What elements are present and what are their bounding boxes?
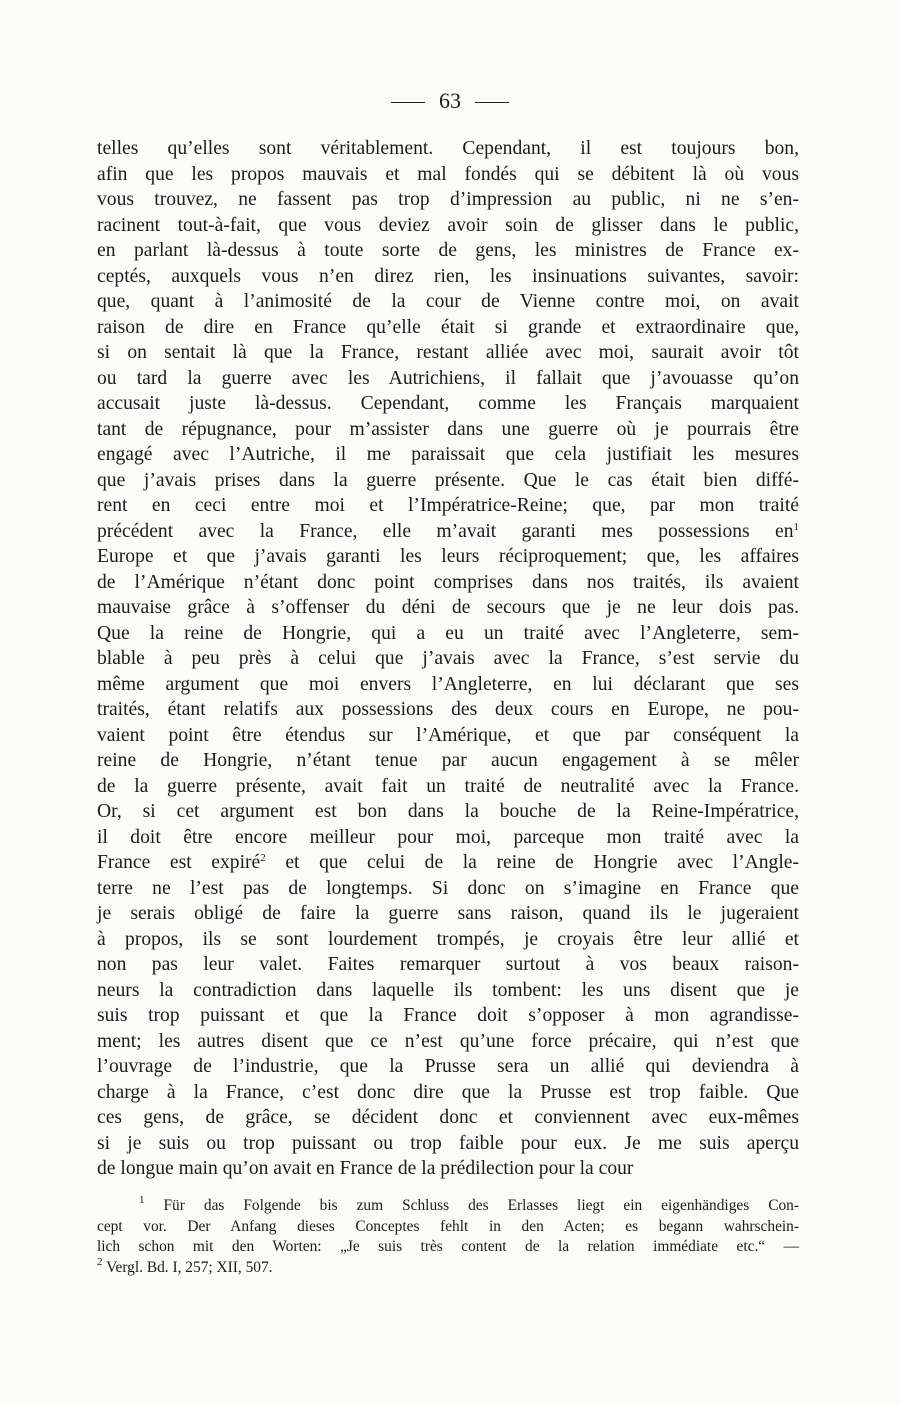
text-line: il doit être encore meilleur pour moi, parceque mon traité avec la bbox=[97, 826, 799, 848]
text-line: Or, si cet argument est bon dans la bouche de la Reine-Impératrice, bbox=[97, 801, 799, 822]
text-line: engagé avec l’Autriche, il me paraissait que cela justifiait les mesures bbox=[97, 444, 799, 465]
text-line-with-note bbox=[97, 519, 799, 545]
footnote-line bbox=[97, 1255, 799, 1279]
footnote-line: cept vor. Der Anfang dieses Conceptes fehlt in den Acten; es begann wahrschein- bbox=[97, 1217, 799, 1235]
text-line: si je suis ou trop puissant ou trop faible pour eux. Je me suis aperçu bbox=[97, 1132, 799, 1154]
text-line: blable à peu près à celui que j’avais avec la France, s’est servie du bbox=[97, 648, 799, 669]
text-line: de la guerre présente, avait fait un traité de neutralité avec la France. bbox=[97, 775, 799, 797]
footnote-text: Für das Folgende bis zum Schluss des Erlasses liegt ein eigenhändiges Con- bbox=[163, 1197, 799, 1214]
text-line: afin que les propos mauvais et mal fondés qui se débitent là où vous bbox=[97, 163, 799, 185]
page-number: 63 bbox=[439, 88, 461, 113]
footnote-line: lich schon mit den Worten: „Je suis très content de la relation immédiate etc.“ — bbox=[97, 1238, 799, 1255]
text-line: que, quant à l’animosité de la cour de Vienne contre moi, on avait bbox=[97, 291, 799, 312]
text-line: suis trop puissant et que la France doit s’opposer à mon agrandisse- bbox=[97, 1005, 799, 1026]
text-line: raison de dire en France qu’elle était si grande et extraordinaire que, bbox=[97, 316, 799, 338]
text-line: je serais obligé de faire la guerre sans raison, quand ils le jugeraient bbox=[97, 903, 799, 924]
text-line: ces gens, de grâce, se décident donc et conviennent avec eux-mêmes bbox=[97, 1107, 799, 1128]
text-line: charge à la France, c’est donc dire que la Prusse est trop faible. Que bbox=[97, 1081, 799, 1103]
text-line: non pas leur valet. Faites remarquer surtout à vos beaux raison- bbox=[97, 954, 799, 975]
text-line: Europe et que j’avais garanti les leurs réciproquement; que, les affaires bbox=[97, 546, 799, 567]
text-line: en parlant là-dessus à toute sorte de gens, les ministres de France ex- bbox=[97, 240, 799, 261]
text-line: mauvaise grâce à s’offenser du déni de secours que je ne leur dois pas. bbox=[97, 597, 799, 618]
text-line: l’ouvrage de l’industrie, que la Prusse sera un allié qui deviendra à bbox=[97, 1056, 799, 1077]
text-line: ou tard la guerre avec les Autrichiens, il fallait que j’avouasse qu’on bbox=[97, 367, 799, 389]
text-line: que j’avais prises dans la guerre présente. Que le cas était bien diffé- bbox=[97, 469, 799, 491]
footnote-text: Vergl. Bd. I, 257; XII, 507. bbox=[106, 1258, 273, 1276]
text-line: traités, étant relatifs aux possessions des deux cours en Europe, ne pou- bbox=[97, 699, 799, 720]
footnotes bbox=[97, 1196, 799, 1278]
text-line: à propos, ils se sont lourdement trompés, je croyais être leur allié et bbox=[97, 928, 799, 950]
text-line: racinent tout-à-fait, que vous deviez avoir soin de glisser dans le public, bbox=[97, 214, 799, 236]
text-line: terre ne l’est pas de longtemps. Si donc on s’imagine en France que bbox=[97, 877, 799, 899]
text-line: accusait juste là-dessus. Cependant, comme les Français marquaient bbox=[97, 393, 799, 414]
footnote-line bbox=[97, 1196, 799, 1217]
text-line: vaient point être étendus sur l’Amérique, et que par conséquent la bbox=[97, 724, 799, 746]
text-line: de longue main qu’on avait en France de la prédilection pour la cour bbox=[97, 1158, 634, 1179]
text-line: même argument que moi envers l’Angleterre, en lui déclarant que ses bbox=[97, 673, 799, 695]
footnote-marker: 2 bbox=[260, 852, 266, 864]
footnote-marker: 2 bbox=[97, 1255, 103, 1268]
text-line: ceptés, auxquels vous n’en direz rien, les insinuations suivantes, savoir: bbox=[97, 265, 799, 287]
text-line: rent en ceci entre moi et l’Impératrice-Reine; que, par mon traité bbox=[97, 495, 799, 516]
text-line-continuation: et que celui de la reine de Hongrie avec l’Angle- bbox=[265, 852, 800, 873]
header-rule-right bbox=[475, 102, 509, 103]
text-line: de l’Amérique n’étant donc point comprises dans nos traités, ils avaient bbox=[97, 571, 799, 593]
text-line-with-note bbox=[97, 850, 799, 876]
text-line: vous trouvez, ne fassent pas trop d’impression au public, ni ne s’en- bbox=[97, 189, 799, 210]
footnote-marker: 1 bbox=[793, 520, 799, 533]
text-line: neurs la contradiction dans laquelle ils tombent: les uns disent que je bbox=[97, 979, 799, 1001]
text-line: telles qu’elles sont véritablement. Cependant, il est toujours bon, bbox=[97, 138, 799, 159]
footnote-marker: 1 bbox=[139, 1194, 145, 1206]
body-text bbox=[97, 136, 799, 1182]
text-line: reine de Hongrie, n’étant tenue par aucun engagement à se mêler bbox=[97, 750, 799, 771]
text-line: précédent avec la France, elle m’avait garanti mes possessions en bbox=[97, 520, 794, 542]
header-rule-left bbox=[391, 102, 425, 103]
text-line: tant de répugnance, pour m’assister dans une guerre où je pourrais être bbox=[97, 418, 799, 440]
text-line: France est expiré bbox=[97, 852, 261, 873]
page-header bbox=[0, 88, 900, 114]
text-line: si on sentait là que la France, restant alliée avec moi, saurait avoir tôt bbox=[97, 342, 799, 363]
text-line: Que la reine de Hongrie, qui a eu un traité avec l’Angleterre, sem- bbox=[97, 622, 799, 644]
text-line: ment; les autres disent que ce n’est qu’une force précaire, qui n’est que bbox=[97, 1030, 799, 1052]
